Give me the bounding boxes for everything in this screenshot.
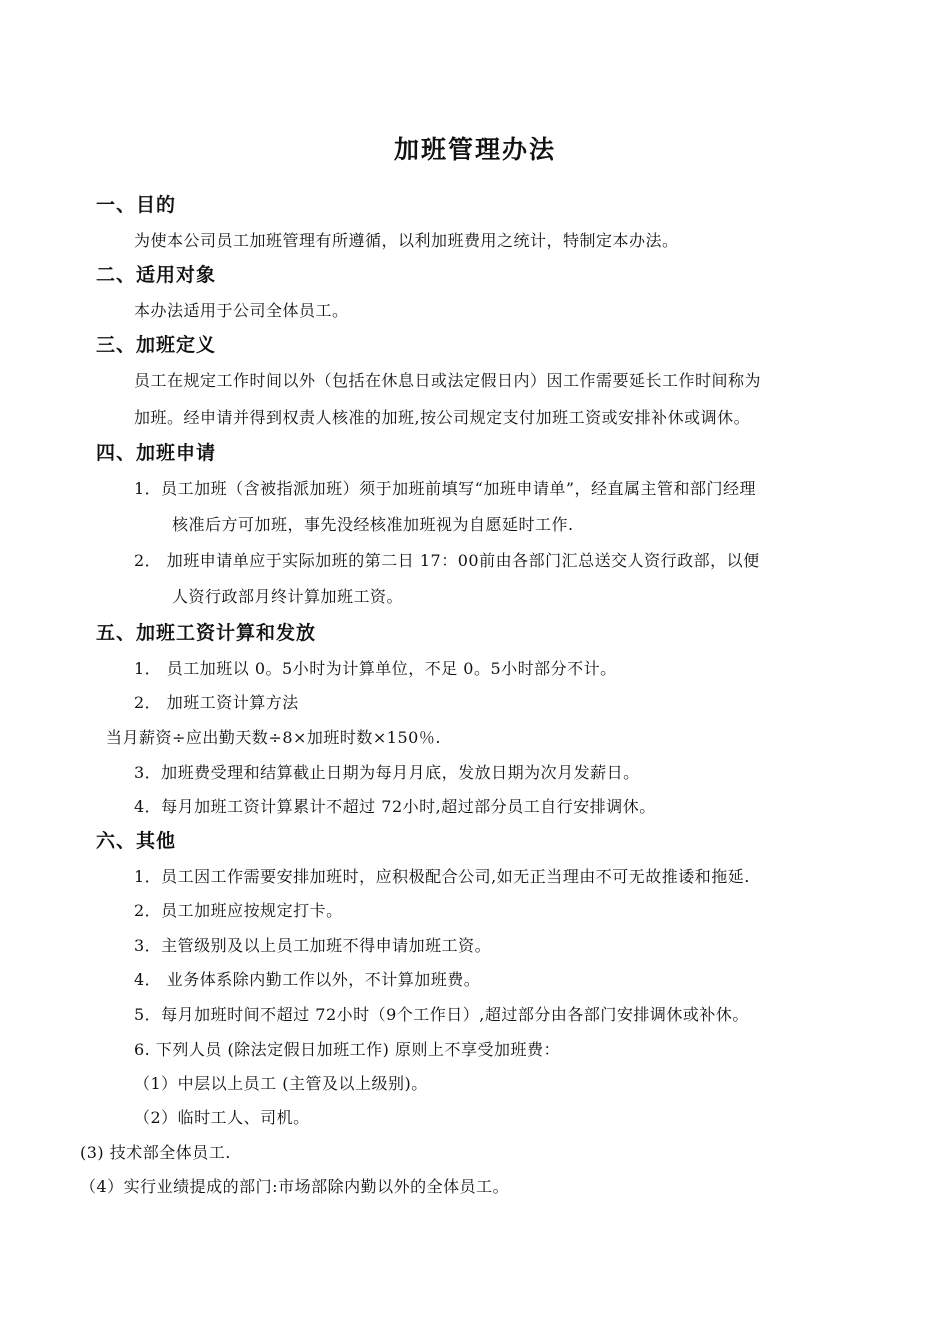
other-item-6: 6. 下列人员 (除法定假日加班工作) 原则上不享受加班费： <box>134 1040 561 1059</box>
other-subitem-4: （4）实行业绩提成的部门:市场部除内勤以外的全体员工。 <box>80 1177 510 1196</box>
section-heading-scope: 二、适用对象 <box>96 264 217 286</box>
other-item-1: 1．员工因工作需要安排加班时，应积极配合公司,如无正当理由不可无故推诿和拖延. <box>134 867 750 886</box>
pay-item-3: 3．加班费受理和结算截止日期为每月月底，发放日期为次月发薪日。 <box>134 763 640 782</box>
section-heading-pay: 五、加班工资计算和发放 <box>96 622 317 644</box>
section-heading-other: 六、其他 <box>96 830 177 852</box>
other-item-4: 4． 业务体系除内勤工作以外，不计算加班费。 <box>134 970 481 989</box>
other-subitem-2: （2）临时工人、司机。 <box>134 1108 310 1127</box>
section-heading-application: 四、加班申请 <box>96 442 217 464</box>
pay-item-4: 4．每月加班工资计算累计不超过 72小时,超过部分员工自行安排调休。 <box>134 797 656 816</box>
scope-text: 本办法适用于公司全体员工。 <box>134 301 349 320</box>
document-title: 加班管理办法 <box>393 135 556 164</box>
section-heading-purpose: 一、目的 <box>96 194 177 216</box>
definition-line-2: 加班。经申请并得到权责人核准的加班,按公司规定支付加班工资或安排补休或调休。 <box>134 408 751 427</box>
definition-line-1: 员工在规定工作时间以外（包括在休息日或法定假日内）因工作需要延长工作时间称为 <box>134 371 762 390</box>
other-item-2: 2．员工加班应按规定打卡。 <box>134 901 343 920</box>
other-item-3: 3．主管级别及以上员工加班不得申请加班工资。 <box>134 936 492 955</box>
other-item-5: 5．每月加班时间不超过 72小时（9个工作日）,超过部分由各部门安排调休或补休。 <box>134 1005 749 1024</box>
other-subitem-1: （1）中层以上员工 (主管及以上级别)。 <box>134 1074 428 1093</box>
application-item-2: 2． 加班申请单应于实际加班的第二日 17：00前由各部门汇总送交人资行政部，以便 <box>134 551 760 570</box>
application-item-2-cont: 人资行政部月终计算加班工资。 <box>172 587 404 606</box>
section-heading-definition: 三、加班定义 <box>96 334 217 356</box>
purpose-text: 为使本公司员工加班管理有所遵循，以利加班费用之统计，特制定本办法。 <box>134 231 679 250</box>
application-item-1: 1．员工加班（含被指派加班）须于加班前填写“加班申请单”，经直属主管和部门经理 <box>134 479 757 498</box>
application-item-1-cont: 核准后方可加班，事先没经核准加班视为自愿延时工作. <box>172 515 574 534</box>
pay-item-2: 2． 加班工资计算方法 <box>134 693 299 712</box>
other-subitem-3: (3) 技术部全体员工. <box>80 1143 231 1162</box>
pay-item-1: 1． 员工加班以 0。5小时为计算单位，不足 0。5小时部分不计。 <box>134 659 617 678</box>
pay-formula: 当月薪资÷应出勤天数÷8×加班时数×150％. <box>106 728 441 747</box>
